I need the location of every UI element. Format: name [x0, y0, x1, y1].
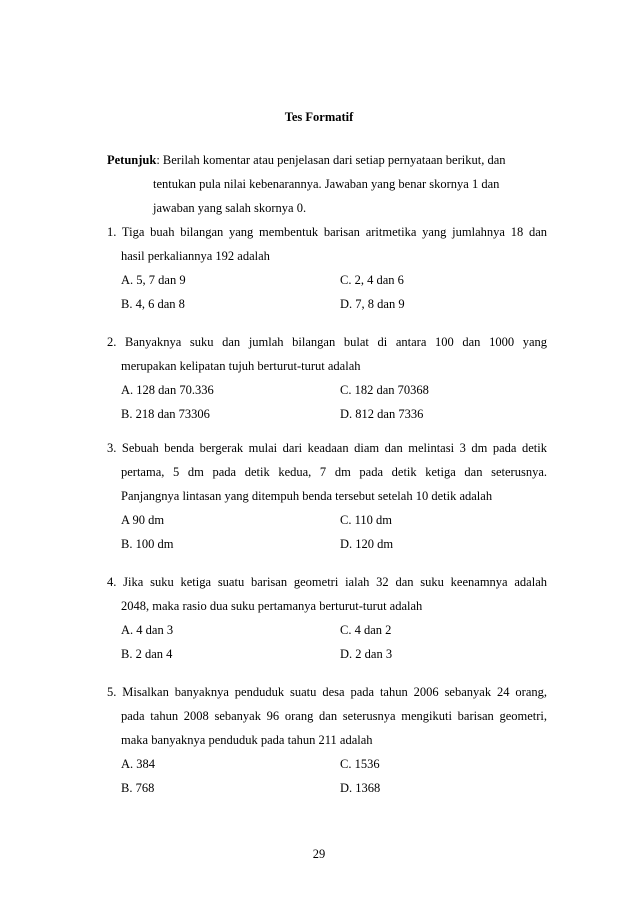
question-4-line-1-text: Jika suku ketiga suatu barisan geometri ialah 32 dan suku keenamnya adalah: [123, 575, 547, 589]
question-2-option-d[interactable]: D. 812 dan 7336: [340, 407, 424, 421]
question-4-option-b[interactable]: B. 2 dan 4: [121, 647, 173, 661]
question-3-option-a[interactable]: A 90 dm: [121, 513, 165, 527]
question-5-line-1-text: Misalkan banyaknya penduduk suatu desa pada tahun 2006 sebanyak 24 orang,: [122, 685, 547, 699]
question-5-line-3: maka banyaknya penduduk pada tahun 211 adalah: [121, 733, 373, 747]
question-3-stem: [107, 436, 547, 508]
question-2-stem: [107, 330, 547, 378]
question-5-option-b[interactable]: B. 768: [121, 781, 155, 795]
question-1-option-c[interactable]: C. 2, 4 dan 6: [340, 273, 404, 287]
question-3-option-c[interactable]: C. 110 dm: [340, 513, 392, 527]
question-1-stem: [107, 220, 547, 268]
question-5-option-d[interactable]: D. 1368: [340, 781, 381, 795]
question-2-option-a[interactable]: A. 128 dan 70.336: [121, 383, 214, 397]
question-4: [107, 570, 547, 666]
page-number: 29: [312, 847, 326, 861]
question-1-line-1-text: Tiga buah bilangan yang membentuk barisan aritmetika yang jumlahnya 18 dan: [121, 225, 548, 239]
question-5-stem: [107, 680, 547, 752]
question-4-option-d[interactable]: D. 2 dan 3: [340, 647, 393, 661]
question-4-option-a[interactable]: A. 4 dan 3: [121, 623, 174, 637]
question-5-options: [107, 752, 547, 800]
question-5-line-2: pada tahun 2008 sebanyak 96 orang dan seterusnya mengikuti barisan geometri,: [121, 709, 547, 723]
question-1-line-2: hasil perkaliannya 192 adalah: [121, 249, 270, 263]
question-3-option-b[interactable]: B. 100 dm: [121, 537, 174, 551]
question-3-option-d[interactable]: D. 120 dm: [340, 537, 394, 551]
question-4-line-1: [107, 570, 547, 594]
question-2-option-c[interactable]: C. 182 dan 70368: [340, 383, 429, 397]
question-2-number: 2.: [107, 335, 117, 349]
question-2-option-b[interactable]: B. 218 dan 73306: [121, 407, 210, 421]
instructions-line-1-text: : Berilah komentar atau penjelasan dari setiap pernyataan berikut, dan: [156, 153, 506, 167]
question-1-number: 1.: [107, 225, 117, 239]
question-3-number: 3.: [107, 441, 117, 455]
question-2-options: [107, 378, 547, 426]
instructions: [107, 148, 547, 220]
question-1-option-d[interactable]: D. 7, 8 dan 9: [340, 297, 405, 311]
question-5: [107, 680, 547, 800]
question-2-line-2: merupakan kelipatan tujuh berturut-turut adalah: [121, 359, 361, 373]
question-5-option-a[interactable]: A. 384: [121, 757, 156, 771]
question-3: [107, 436, 547, 556]
question-2-line-1: [107, 330, 547, 354]
question-3-line-3: Panjangnya lintasan yang ditempuh benda tersebut setelah 10 detik adalah: [121, 489, 493, 503]
question-3-line-2: pertama, 5 dm pada detik kedua, 7 dm pada detik ketiga dan seterusnya.: [121, 465, 547, 479]
question-1-option-b[interactable]: B. 4, 6 dan 8: [121, 297, 185, 311]
question-1: [107, 220, 547, 316]
question-3-line-1-text: Sebuah benda bergerak mulai dari keadaan diam dan melintasi 3 dm pada detik: [121, 441, 548, 455]
instructions-line-2: tentukan pula nilai kebenarannya. Jawaban yang benar skornya 1 dan: [153, 177, 500, 191]
page-title: Tes Formatif: [284, 110, 354, 124]
question-5-number: 5.: [107, 685, 117, 699]
question-1-option-a[interactable]: A. 5, 7 dan 9: [121, 273, 186, 287]
question-5-line-1: [107, 680, 547, 704]
question-5-option-c[interactable]: C. 1536: [340, 757, 380, 771]
question-2: [107, 330, 547, 426]
question-4-line-2: 2048, maka rasio dua suku pertamanya berturut-turut adalah: [121, 599, 423, 613]
question-1-options: [107, 268, 547, 316]
question-4-number: 4.: [107, 575, 117, 589]
question-4-options: [107, 618, 547, 666]
instructions-line-1: [107, 148, 547, 172]
question-1-line-1: [107, 220, 547, 244]
instructions-label: Petunjuk: [107, 153, 157, 167]
instructions-line-3: jawaban yang salah skornya 0.: [153, 201, 307, 215]
question-3-line-1: [107, 436, 547, 460]
question-4-option-c[interactable]: C. 4 dan 2: [340, 623, 392, 637]
question-3-options: [107, 508, 547, 556]
question-2-line-1-text: Banyaknya suku dan jumlah bilangan bulat di antara 100 dan 1000 yang: [125, 335, 548, 349]
question-4-stem: [107, 570, 547, 618]
